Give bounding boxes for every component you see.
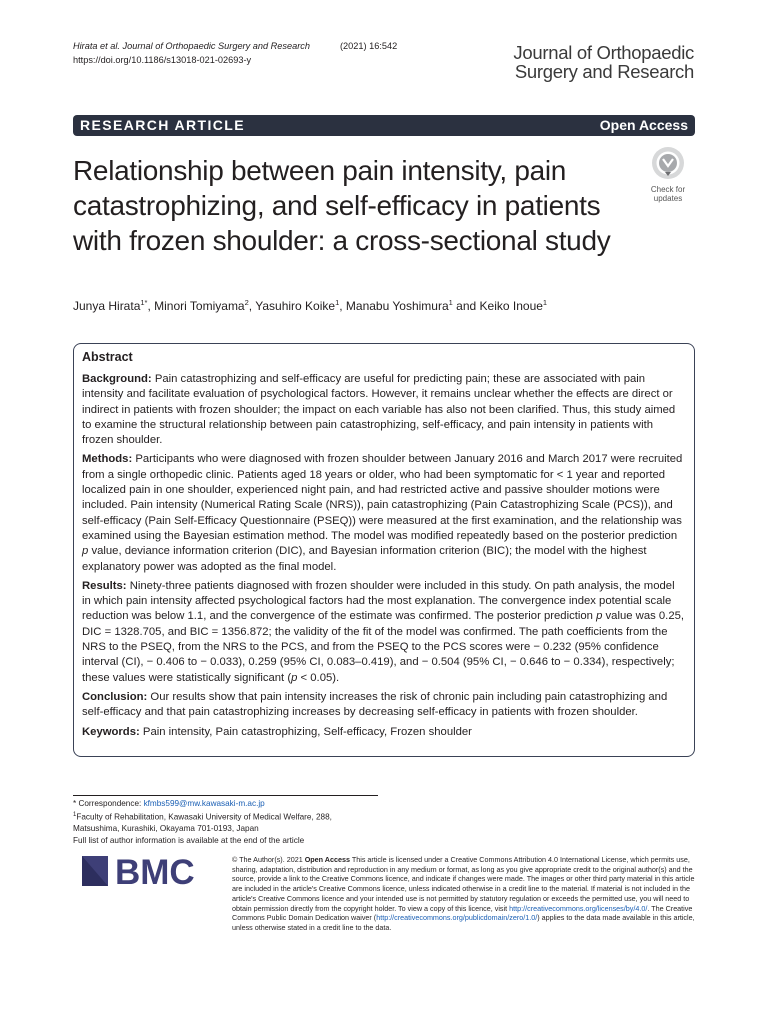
methods-label: Methods: xyxy=(82,453,133,466)
bmc-logo xyxy=(82,852,217,888)
correspondence-label: * Correspondence: xyxy=(73,799,142,808)
author-affiliation: 1 xyxy=(335,298,340,307)
license-open-access: Open Access xyxy=(304,855,350,864)
methods-text: Participants who were diagnosed with frozen shoulder between January 2016 and March 2017 were recruited from a single orthopedic clinic. Patients aged 18 years or older, who had been symptomatic for < 1 year and reported localized pain in one shoulder, experienced night pain, and had restricted active and passive shoulder motions were included. Pain intensity (Numerical Rating Scale (NRS)), pain catastrophizing (Pain Catastrophizing Scale (PCS)), and self-efficacy (Pain Self-Efficacy Questionnaire (PSEQ)) were measured at the first examination, and the relationship was examined using the Bayesian estimation method. The model was modified repeatedly based on the posterior prediction xyxy=(82,453,683,542)
abstract-results xyxy=(82,579,686,686)
keywords-text: Pain intensity, Pain catastrophizing, Self-efficacy, Frozen shoulder xyxy=(142,725,472,738)
journal-name xyxy=(513,43,694,81)
citation-doi[interactable]: https://doi.org/10.1186/s13018-021-02693-y xyxy=(73,54,252,65)
background-text: Pain catastrophizing and self-efficacy are useful for predicting pain; these are associated with pain intensity and facilitate evaluation of psychological factors. However, it remains unclear whether the effects are direct or indirect in patients with frozen shoulder; the impact on each variable has also not been clarified. Thus, this study aimed to examine the structural relationship between pain catastrophizing, self-efficacy, and pain intensity in patients with frozen shoulder. xyxy=(82,373,676,447)
conclusion-label: Conclusion: xyxy=(82,690,148,703)
abstract-keywords xyxy=(82,725,686,740)
methods-p-symbol: p xyxy=(82,545,89,558)
journal-name-line1: Journal of Orthopaedic xyxy=(513,42,694,63)
affiliation-mark: 1 xyxy=(73,811,77,818)
license-text-3: ) applies to the data made available in this article, unless otherwise stated in a credit line to the data. xyxy=(232,913,695,932)
conclusion-text: Our results show that pain intensity increases the risk of chronic pain including pain catastrophizing and self-efficacy and that pain catastrophizing increases by decreasing self-efficacy in patients with frozen shoulder. xyxy=(82,690,668,719)
methods-text-2: value, deviance information criterion (DIC), and Bayesian information criterion (BIC); the model with the highest explanatory power was adopted as the final model. xyxy=(82,545,647,573)
citation-header xyxy=(73,40,398,67)
author-affiliation: 1 xyxy=(542,298,548,307)
correspondence-line xyxy=(73,798,378,810)
author-separator: , xyxy=(339,299,346,313)
crossmark-icon xyxy=(651,146,685,180)
affiliation-note xyxy=(73,810,378,835)
results-text-3: < 0.05). xyxy=(300,671,340,684)
results-text: Ninety-three patients diagnosed with frozen shoulder were included in this study. On path analysis, the model in which pain intensity affected psychological factors had the most explanation. The convergence index potential scale reduction was below 1.1, and the convergence of the estimate was confirmed. The posterior prediction xyxy=(82,579,675,623)
author-name: Junya Hirata xyxy=(73,299,141,313)
check-for-updates-line1: Check for xyxy=(650,185,686,194)
results-p-symbol-2: p xyxy=(291,671,298,684)
article-type: RESEARCH ARTICLE xyxy=(80,117,245,133)
abstract-conclusion xyxy=(82,690,686,721)
author-name: Minori Tomiyama xyxy=(154,299,245,313)
author-affiliation: 2 xyxy=(244,298,249,307)
author-separator: , xyxy=(147,299,155,313)
author-affiliation: 1 xyxy=(448,298,453,307)
abstract-box xyxy=(73,343,695,757)
affiliation-text: Faculty of Rehabilitation, Kawasaki University of Medical Welfare, 288, Matsushima, Kurashiki, Okayama 701-0193, Japan xyxy=(73,812,332,834)
journal-name-line2: Surgery and Research xyxy=(514,61,694,82)
license-link-cc-by[interactable]: http://creativecommons.org/licenses/by/4.0/ xyxy=(509,903,648,913)
license-statement xyxy=(232,855,698,933)
author-separator: and xyxy=(452,299,480,313)
results-p-symbol: p xyxy=(596,610,603,623)
abstract-heading: Abstract xyxy=(82,350,133,364)
paper-title: Relationship between pain intensity, pain catastrophizing, and self-efficacy in patients with frozen shoulder: a cross-sectional study xyxy=(73,155,611,256)
copyright-text: © The Author(s). 2021 xyxy=(232,855,303,864)
author-separator: , xyxy=(248,299,256,313)
citation-journal: Hirata et al. Journal of Orthopaedic Surgery and Research xyxy=(73,41,310,51)
author-name: Manabu Yoshimura xyxy=(345,299,449,313)
license-text-1: This article is licensed under a Creative Commons Attribution 4.0 International License, which permits use, sharing, adaptation, distribution and reproduction in any medium or format, as long as you give appropriate credit to the original author(s) and the source, provide a link to the Creative Commons licence, and indicate if changes were made. The images or other third party material in this article are included in the article's Creative Commons licence, unless indicated otherwise in a credit line to the material. If material is not included in the article's Creative Commons licence and your intended use is not permitted by statutory regulation or exceeds the permitted use, you will need to obtain permission directly from the copyright holder. To view a copy of this licence, visit xyxy=(232,855,695,913)
check-for-updates-line2: updates xyxy=(653,193,683,203)
license-text-2: . The Creative Commons Public Domain Dedication waiver ( xyxy=(232,903,693,923)
author-name: Keiko Inoue xyxy=(479,299,543,313)
citation-volume: (2021) 16:542 xyxy=(340,41,398,51)
abstract-background xyxy=(82,372,686,448)
background-label: Background: xyxy=(82,373,152,385)
correspondence-email[interactable]: kfmbs599@mw.kawasaki-m.ac.jp xyxy=(143,799,265,808)
author-info-note: Full list of author information is available at the end of the article xyxy=(73,836,305,846)
license-link-cc0[interactable]: http://creativecommons.org/publicdomain/zero/1.0/ xyxy=(376,913,538,923)
author-affiliation: 1* xyxy=(140,298,148,307)
abstract-methods xyxy=(82,452,686,574)
results-label: Results: xyxy=(82,579,127,592)
keywords-label: Keywords: xyxy=(82,725,140,738)
author-list xyxy=(73,298,547,313)
author-name: Yasuhiro Koike xyxy=(255,299,336,313)
article-type-banner xyxy=(73,115,695,136)
check-for-updates-badge[interactable] xyxy=(646,146,690,203)
open-access-label: Open Access xyxy=(599,117,688,133)
footnotes xyxy=(73,795,378,847)
results-text-2: value was 0.25, DIC = 1328.705, and BIC = 1356.872; the validity of the fit of the model was confirmed. The path coefficients from the NRS to the PSEQ, from the NRS to the PCS, and from the PSEQ to the PCS scores were − 0.232 (95% confidence interval (CI), − 0.406 to − 0.033), 0.259 (95% CI, 0.083–0.419), and − 0.504 (95% CI, − 0.646 to − 0.334), respectively; these values were statistically significant ( xyxy=(82,610,685,684)
bmc-logo-text: BMC xyxy=(115,853,195,888)
